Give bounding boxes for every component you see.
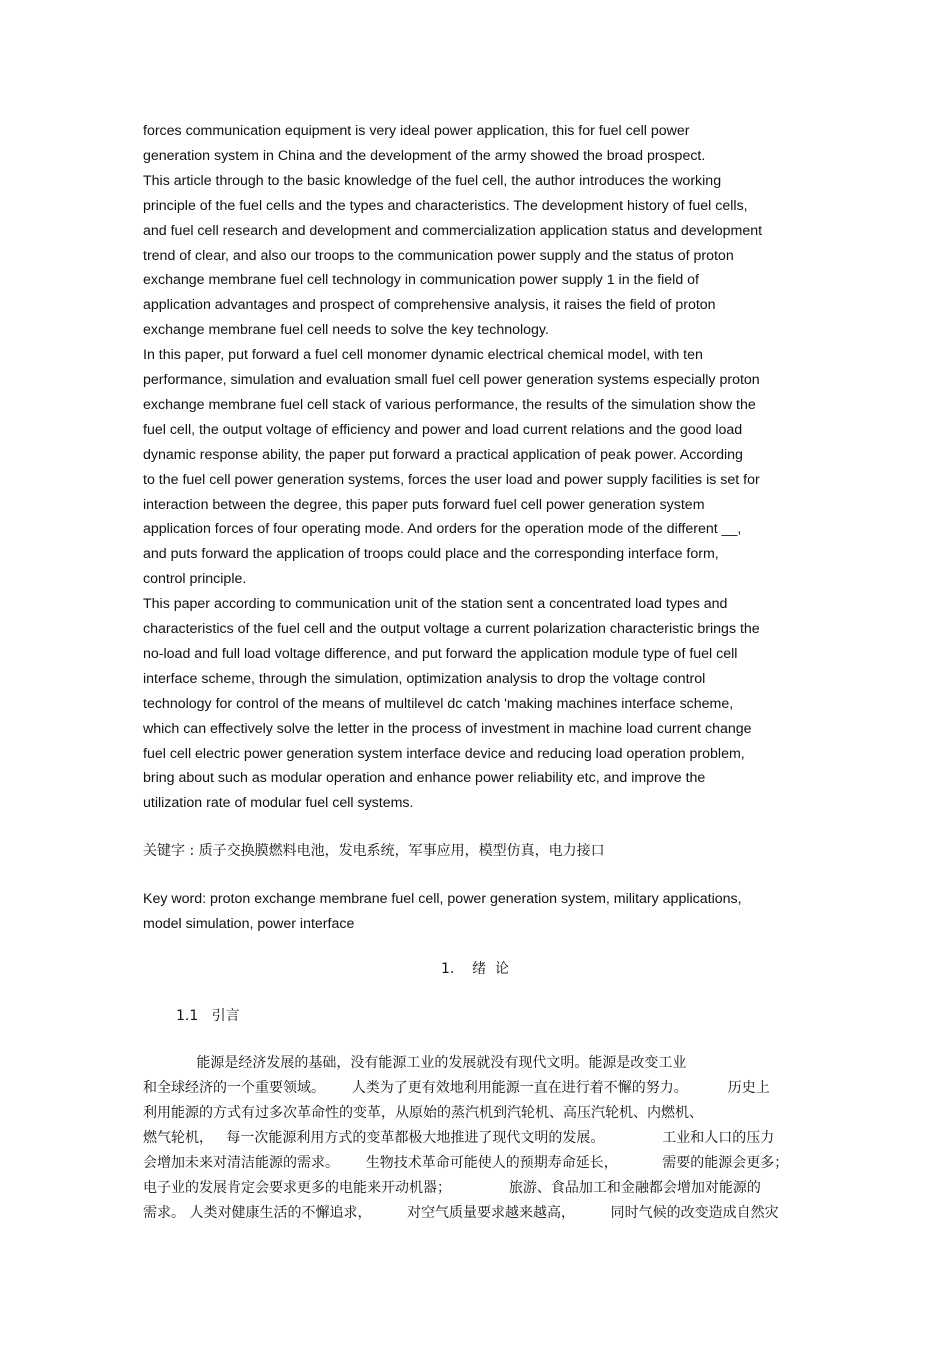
- keywords-english: [143, 887, 808, 937]
- subsection-heading: 1.1 引言: [176, 1008, 240, 1024]
- text-line: characteristics of the fuel cell and the output voltage a current polarization characteristic brings the: [143, 621, 760, 637]
- text-line: This paper according to communication unit of the station sent a concentrated load types and: [143, 596, 728, 613]
- text-line: trend of clear, and also our troops to the communication power supply and the status of proton: [143, 247, 734, 264]
- text-line: interaction between the degree, this paper puts forward fuel cell power generation system: [143, 496, 705, 513]
- text-line: This article through to the basic knowledge of the fuel cell, the author introduces the working: [143, 172, 722, 189]
- text-line: Key word: proton exchange membrane fuel cell, power generation system, military applications,: [143, 891, 742, 907]
- text-line: 和全球经济的一个重要领域。 人类为了更有效地利用能源一直在进行着不懈的努力。 历史上: [143, 1080, 770, 1096]
- text-line: 会增加未来对清洁能源的需求。 生物技术革命可能使人的预期寿命延长， 需要的能源会更多；: [143, 1155, 789, 1171]
- text-line: 能源是经济发展的基础，没有能源工业的发展就没有现代文明。能源是改变工业: [143, 1055, 687, 1071]
- text-line: forces communication equipment is very ideal power application, this for fuel cell power: [143, 123, 690, 139]
- text-line: dynamic response ability, the paper put forward a practical application of peak power. According: [143, 446, 743, 463]
- text-line: technology for control of the means of multilevel dc catch 'making machines interface scheme,: [143, 695, 734, 712]
- text-line: exchange membrane fuel cell stack of various performance, the results of the simulation show the: [143, 396, 756, 413]
- text-line: and puts forward the application of troops could place and the corresponding interface form,: [143, 546, 719, 563]
- text-line: no-load and full load voltage difference, and put forward the application module type of fuel cell: [143, 645, 738, 662]
- abstract-paragraph-1: [143, 119, 808, 169]
- abstract-paragraph-2: [143, 169, 808, 343]
- body-paragraph-chinese: [143, 1051, 813, 1226]
- text-line: model simulation, power interface: [143, 915, 355, 932]
- text-line: and fuel cell research and development and commercialization application status and development: [143, 222, 763, 239]
- text-line: control principle.: [143, 571, 247, 588]
- section-heading: 1. 绪 论: [440, 961, 510, 977]
- abstract-paragraph-4: [143, 592, 808, 816]
- text-line: 燃气轮机， 每一次能源利用方式的变革都极大地推进了现代文明的发展。 工业和人口的压力: [143, 1130, 775, 1146]
- text-line: utilization rate of modular fuel cell systems.: [143, 795, 414, 812]
- text-line: 利用能源的方式有过多次革命性的变革，从原始的蒸汽机到汽轮机、高压汽轮机、内燃机、: [143, 1105, 703, 1121]
- text-line: 需求。 人类对健康生活的不懈追求， 对空气质量要求越来越高， 同时气候的改变造成自然灾: [143, 1205, 779, 1221]
- text-line: principle of the fuel cells and the types and characteristics. The development history of fuel cells,: [143, 197, 748, 214]
- text-line: to the fuel cell power generation systems, forces the user load and power supply facilities is set for: [143, 471, 760, 488]
- text-line: application forces of four operating mode. And orders for the operation mode of the different __,: [143, 521, 742, 538]
- text-line: exchange membrane fuel cell technology in communication power supply 1 in the field of: [143, 272, 699, 289]
- text-line: interface scheme, through the simulation, optimization analysis to drop the voltage control: [143, 670, 706, 687]
- text-line: which can effectively solve the letter in the process of investment in machine load current change: [143, 720, 752, 737]
- text-line: In this paper, put forward a fuel cell monomer dynamic electrical chemical model, with ten: [143, 347, 703, 364]
- text-line: bring about such as modular operation and enhance power reliability etc, and improve the: [143, 770, 706, 787]
- text-line: generation system in China and the development of the army showed the broad prospect.: [143, 147, 706, 164]
- abstract-paragraph-3: [143, 343, 808, 592]
- text-line: 电子业的发展肯定会要求更多的电能来开动机器； 旅游、食品加工和金融都会增加对能源的: [143, 1180, 761, 1196]
- text-line: fuel cell electric power generation system interface device and reducing load operation problem,: [143, 745, 745, 762]
- text-line: performance, simulation and evaluation small fuel cell power generation systems especially proton: [143, 372, 760, 388]
- keywords-chinese: 关键字 : 质子交换膜燃料电池，发电系统，军事应用，模型仿真，电力接口: [143, 843, 605, 859]
- text-line: exchange membrane fuel cell needs to solve the key technology.: [143, 322, 549, 339]
- text-line: fuel cell, the output voltage of efficiency and power and load current relations and the good load: [143, 421, 743, 438]
- text-line: application advantages and prospect of comprehensive analysis, it raises the field of proton: [143, 297, 716, 314]
